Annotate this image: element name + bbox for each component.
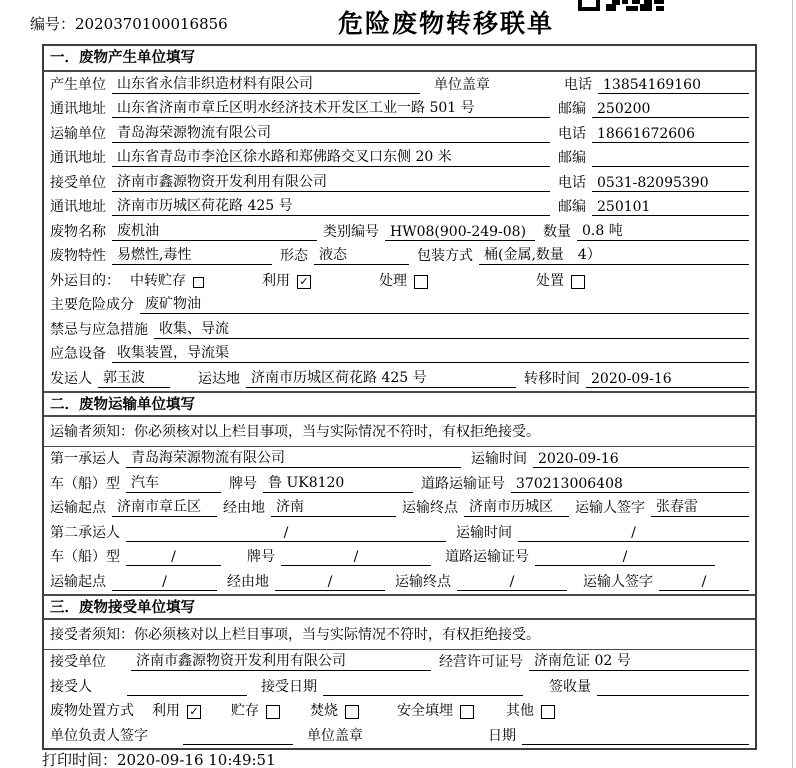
row-first-carrier (44, 447, 755, 472)
checkbox-unchecked-icon (345, 705, 359, 719)
producer-unit-value: 山东省永信非织造材料有限公司 (112, 73, 420, 94)
transfer-time-label: 转移时间 (524, 370, 580, 387)
row-receiver-person (44, 674, 755, 699)
license-label: 经营许可证号 (439, 654, 523, 670)
route-end-2-value: / (457, 574, 567, 591)
category-code-label: 类别编号 (323, 223, 379, 240)
carrier-sign-2-value: / (659, 574, 749, 591)
receiver-phone-value: 0531-82095390 (592, 175, 749, 192)
destination-value: 济南市历城区荷花路 425 号 (246, 367, 516, 388)
postcode-label: 邮编 (558, 199, 586, 215)
field-label: 废物特性 (50, 248, 106, 264)
checkbox-unchecked-icon (414, 275, 428, 289)
print-time-value: 2020-09-16 10:49:51 (117, 751, 276, 768)
transport-address-value: 山东省青岛市李沧区徐水路和郑佛路交叉口东侧 20 米 (112, 146, 550, 167)
transport-phone-value: 18661672606 (592, 126, 749, 143)
option-utilize (262, 270, 311, 290)
field-label: 运输起点 (50, 573, 106, 590)
phone-label: 电话 (558, 174, 586, 191)
checkbox-label: 贮存 (231, 703, 259, 719)
vehicle-type-2-value: / (126, 549, 221, 566)
via-value: 济南 (271, 496, 396, 517)
carrier-sign-label: 运输人签字 (583, 573, 653, 590)
signed-quantity-label: 签收量 (549, 678, 591, 695)
field-label: 主要危险成分 (50, 297, 134, 313)
option-dispose (536, 270, 585, 290)
plate-label: 牌号 (229, 475, 257, 492)
transport-time-label: 运输时间 (471, 451, 527, 467)
checkbox-label: 处置 (536, 272, 564, 289)
field-label: 通讯地址 (50, 199, 106, 215)
field-label: 外运目的： (50, 272, 120, 289)
unit-seal-label: 单位盖章 (434, 76, 490, 93)
option-incinerate (310, 700, 359, 720)
checkbox-unchecked-icon (541, 705, 555, 719)
field-label: 第一承运人 (50, 451, 120, 467)
responsible-signature-value (183, 744, 293, 745)
row-producer-address (44, 97, 755, 122)
checkbox-label: 利用 (152, 703, 180, 719)
transport-postcode-value (592, 166, 749, 167)
form-table (42, 44, 757, 750)
checkbox-checked-icon: ✓ (187, 705, 201, 719)
checkbox-unchecked-icon (571, 275, 585, 289)
checkbox-label: 焚烧 (310, 703, 338, 719)
road-permit-value: 370213006408 (511, 476, 749, 493)
receive-date-value (323, 695, 523, 696)
serial-label: 编号： (30, 15, 76, 33)
print-time (42, 749, 276, 768)
row-responsible-signature (44, 723, 755, 748)
hazard-component-value: 废矿物油 (140, 293, 749, 314)
transport-time-2-value: / (518, 525, 749, 542)
receiver-address-value: 济南市历城区荷花路 425 号 (112, 195, 550, 216)
emergency-measures-value: 收集、导流 (154, 318, 749, 339)
row-consignor (44, 366, 755, 391)
serial-number (30, 13, 228, 34)
route-start-2-value: / (112, 574, 217, 591)
plate-label: 牌号 (247, 549, 275, 565)
route-end-value: 济南市历城区 (464, 496, 569, 517)
field-label: 接受单位 (50, 174, 106, 191)
section3-title: 三．废物接受单位填写 (44, 594, 755, 620)
field-label: 单位负责人签字 (50, 727, 148, 744)
phone-label: 电话 (564, 76, 592, 93)
producer-phone-value: 13854169160 (598, 77, 749, 94)
transport-unit-value: 青岛海荣源物流有限公司 (112, 122, 550, 143)
field-label: 废物名称 (50, 223, 106, 240)
row-producer-unit (44, 72, 755, 97)
option-store (231, 700, 280, 720)
field-label: 通讯地址 (50, 150, 106, 166)
checkbox-label: 中转贮存 (130, 272, 186, 289)
transporter-notice: 运输者须知：你必须核对以上栏目事项，当与实际情况不符时，有权拒绝接受。 (44, 417, 755, 447)
checkbox-label: 安全填埋 (397, 703, 453, 719)
first-carrier-value: 青岛海荣源物流有限公司 (126, 447, 461, 468)
transport-time-value: 2020-09-16 (533, 451, 749, 468)
plate-2-value: / (281, 549, 431, 566)
field-label: 应急设备 (50, 346, 106, 362)
qr-code-icon (578, 0, 664, 11)
scan-edge-line (792, 0, 793, 768)
receiver-unit-value: 济南市鑫源物资开发利用有限公司 (112, 171, 550, 192)
quantity-label: 数量 (543, 223, 571, 240)
field-label: 车（船）型 (50, 475, 120, 492)
route-end-label: 运输终点 (402, 500, 458, 516)
checkbox-label: 处理 (379, 272, 407, 289)
row-emergency-equipment (44, 342, 755, 367)
road-permit-label: 道路运输证号 (421, 475, 505, 492)
row-route-2 (44, 569, 755, 594)
waste-property-value: 易燃性,毒性 (112, 244, 272, 265)
consignor-value: 郭玉波 (98, 367, 170, 388)
field-label: 发运人 (50, 370, 92, 387)
category-code-value: HW08(900-249-08) (385, 224, 535, 241)
destination-label: 运达地 (198, 370, 240, 387)
form-state-value: 液态 (314, 244, 409, 265)
license-value: 济南危证 02 号 (529, 650, 749, 671)
road-permit-label: 道路运输证号 (445, 549, 529, 565)
route-start-value: 济南市章丘区 (112, 496, 217, 517)
field-label: 禁忌与应急措施 (50, 321, 148, 338)
row-transport-address (44, 146, 755, 171)
checkbox-label: 其他 (506, 703, 534, 719)
carrier-sign-value: 张春雷 (651, 496, 749, 517)
packing-value: 桶(金属,数量 4） (479, 244, 749, 265)
option-transfer-storage (130, 270, 204, 290)
receiver-notice: 接受者须知：你必须核对以上栏目事项，当与实际情况不符时，有权拒绝接受。 (44, 620, 755, 650)
print-time-label: 打印时间： (42, 751, 118, 768)
second-carrier-value: / (126, 525, 446, 542)
serial-value: 2020370100016856 (75, 15, 228, 33)
row-disposal-method (44, 699, 755, 724)
receiving-unit-value: 济南市鑫源物资开发利用有限公司 (131, 650, 431, 671)
field-label: 接受单位 (50, 654, 106, 670)
date-value (522, 744, 749, 745)
option-landfill (397, 700, 474, 720)
row-receiving-unit (44, 650, 755, 675)
row-transport-unit (44, 121, 755, 146)
field-label: 废物处置方式 (50, 703, 134, 719)
row-emergency-measures (44, 317, 755, 342)
producer-postcode-value: 250200 (592, 101, 749, 118)
section1-title: 一．废物产生单位填写 (44, 46, 755, 72)
postcode-label: 邮编 (558, 150, 586, 166)
row-outbound-purpose (44, 268, 755, 293)
checkbox-label: 利用 (262, 272, 290, 289)
row-route-1 (44, 496, 755, 521)
waste-name-value: 废机油 (112, 220, 317, 241)
via-label: 经由地 (223, 500, 265, 516)
phone-label: 电话 (558, 125, 586, 142)
transport-time-label: 运输时间 (456, 524, 512, 541)
transfer-time-value: 2020-09-16 (586, 371, 749, 388)
row-waste-name (44, 219, 755, 244)
checkbox-checked-icon: ✓ (297, 275, 311, 289)
field-label: 产生单位 (50, 76, 106, 93)
signed-quantity-value (597, 695, 749, 696)
road-permit-2-value: / (535, 549, 715, 566)
emergency-equipment-value: 收集装置，导流渠 (112, 342, 749, 363)
vehicle-type-value: 汽车 (126, 472, 221, 493)
option-other (506, 700, 555, 720)
field-label: 运输起点 (50, 500, 106, 516)
via-2-value: / (275, 574, 385, 591)
route-end-label: 运输终点 (395, 573, 451, 590)
row-waste-property (44, 244, 755, 269)
checkbox-unchecked-icon (193, 277, 204, 288)
section2-title: 二．废物运输单位填写 (44, 391, 755, 417)
option-treat (379, 270, 428, 290)
field-label: 运输单位 (50, 125, 106, 142)
checkbox-unchecked-icon (266, 705, 280, 719)
field-label: 第二承运人 (50, 524, 120, 541)
plate-value: 鲁 UK8120 (263, 472, 413, 493)
packing-label: 包装方式 (417, 248, 473, 264)
page-title: 危险废物转移联单 (337, 9, 555, 38)
postcode-label: 邮编 (558, 101, 586, 117)
row-receiver-address (44, 195, 755, 220)
quantity-value: 0.8 吨 (577, 220, 749, 241)
date-label: 日期 (488, 727, 516, 744)
row-vehicle-type-2 (44, 545, 755, 570)
field-label: 通讯地址 (50, 101, 106, 117)
field-label: 车（船）型 (50, 549, 120, 565)
producer-address-value: 山东省济南市章丘区明水经济技术开发区工业一路 501 号 (112, 97, 550, 118)
carrier-sign-label: 运输人签字 (575, 500, 645, 516)
row-receiver-unit (44, 170, 755, 195)
row-second-carrier (44, 520, 755, 545)
receiver-postcode-value: 250101 (592, 199, 749, 216)
checkbox-unchecked-icon (460, 705, 474, 719)
row-vehicle-type-1 (44, 471, 755, 496)
via-label: 经由地 (227, 573, 269, 590)
receive-date-label: 接受日期 (261, 678, 317, 695)
row-hazard-component (44, 293, 755, 318)
field-label: 接受人 (50, 678, 92, 695)
option-utilize (152, 700, 201, 720)
form-state-label: 形态 (280, 248, 308, 264)
unit-seal-label: 单位盖章 (307, 727, 363, 744)
receiver-person-value (127, 695, 247, 696)
